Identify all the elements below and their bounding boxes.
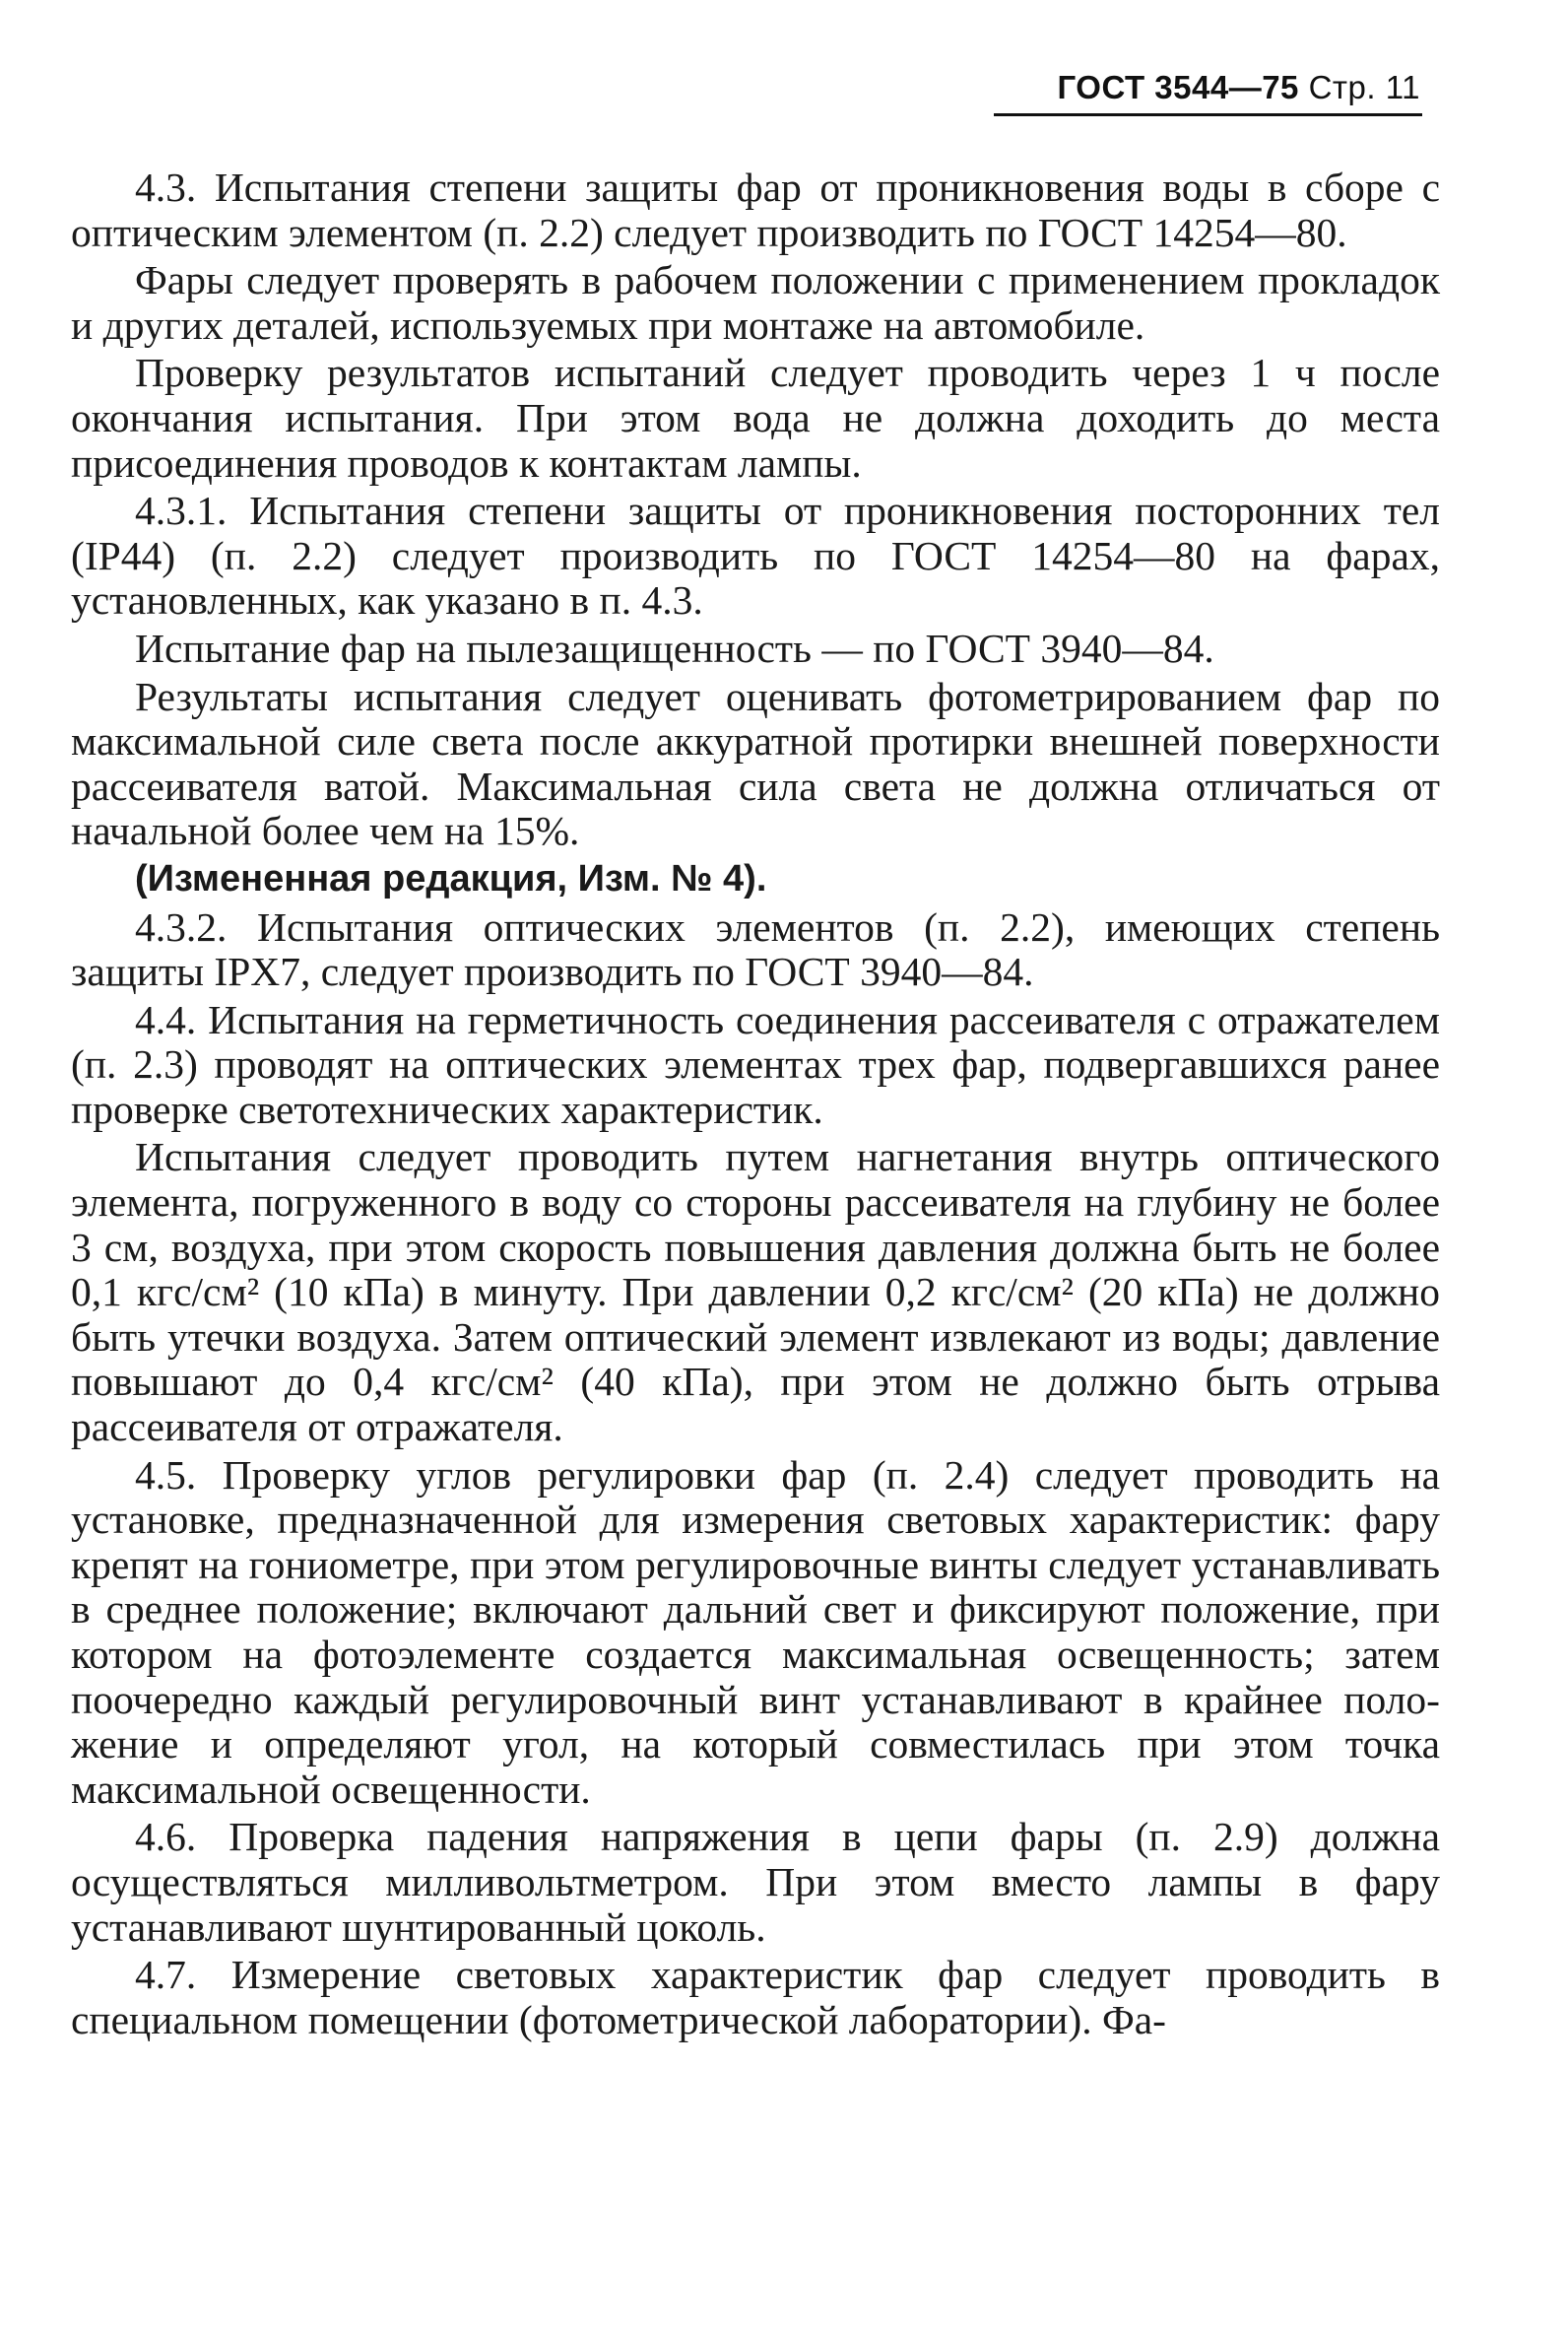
paragraph-4-3-1: 4.3.1. Испытания степени защиты от проникновения посторонних тел (IP44) (п. 2.2) следует производить по ГОСТ 14254—80 на фарах, установленных, как указано в п. 4.3. (71, 488, 1440, 624)
paragraph-4-7: 4.7. Измерение световых характеристик фар следует проводить в специальном помещении (фотометрической лаборатории). Фа- (71, 1952, 1440, 2042)
paragraph-4-3-2: 4.3.2. Испытания оптических элементов (п. 2.2), имеющих степень защиты IPX7, следует производить по ГОСТ 3940—84. (71, 903, 1440, 995)
paragraph-4-6: 4.6. Проверка падения напряжения в цепи фары (п. 2.9) должна осуществляться милливольтметром. При этом вместо лампы в фару устанавливают шунтированный цоколь. (71, 1814, 1440, 1950)
document-body (71, 166, 1440, 2045)
paragraph-4-3-mounting: Фары следует проверять в рабочем положении с применением прокладок и других деталей, используемых при монтаже на автомобиле. (71, 257, 1440, 348)
header-standard-number: ГОСТ 3544—75 (1057, 69, 1299, 105)
header-rule (994, 113, 1422, 116)
header-page-number: Стр. 11 (1308, 69, 1420, 105)
paragraph-4-3-check: Проверку результатов испытаний следует проводить через 1 ч после окончания испытания. При этом вода не должна доходить до места присоединения проводов к контактам лампы. (71, 350, 1440, 486)
paragraph-4-3-1-dust: Испытание фар на пылезащищенность — по ГОСТ 3940—84. (135, 625, 1214, 671)
paragraph-4-4: 4.4. Испытания на герметичность соединения рассеивателя с отражателем (п. 2.3) проводят на оптических элементах трех фар, подвергавшихся ранее проверке светотехнических характеристик. (71, 996, 1440, 1132)
amendment-note: (Измененная редакция, Изм. № 4). (135, 857, 767, 900)
running-header (1058, 69, 1420, 106)
paragraph-4-4-method: Испытания следует проводить путем нагнетания внутрь оптического элемента, погруженного в воду со стороны рассеивателя на глубину не более 3 см, воздуха, при этом скорость повышения давления должна быть не более 0,1 кгс/см² (10 кПа) в минуту. При давлении 0,2 кгс/см² (20 кПа) не должно быть утечки воздуха. Затем оптический элемент извлекают из воды; давление повышают до 0,4 кгс/см² (40 кПа), при этом не должно быть отрыва рассеивателя от отражателя. (71, 1134, 1440, 1450)
paragraph-4-5: 4.5. Проверку углов регулировки фар (п. 2.4) следует проводить на установке, предназначенной для измерения световых характеристик: фару крепят на гониометре, при этом регулировочные винты следует устанавливать в среднее положение; включают дальний свет и фиксируют положение, при котором на фотоэлементе создается максимальная освещенность; затем поочередно каждый регулировочный винт устанавливают в крайнее положение и определяют угол, на который совместилась при этом точка максимальной освещенности. (71, 1451, 1440, 1812)
paragraph-4-3-1-results: Результаты испытания следует оценивать фотометрированием фар по максимальной силе света после аккуратной протирки внешней поверхности рассеивателя ватой. Максимальная сила света не должна отличаться от начальной более чем на 15%. (71, 673, 1440, 854)
paragraph-4-3: 4.3. Испытания степени защиты фар от проникновения воды в сборе с оптическим элементом (п. 2.2) следует производить по ГОСТ 14254—80. (71, 165, 1440, 255)
